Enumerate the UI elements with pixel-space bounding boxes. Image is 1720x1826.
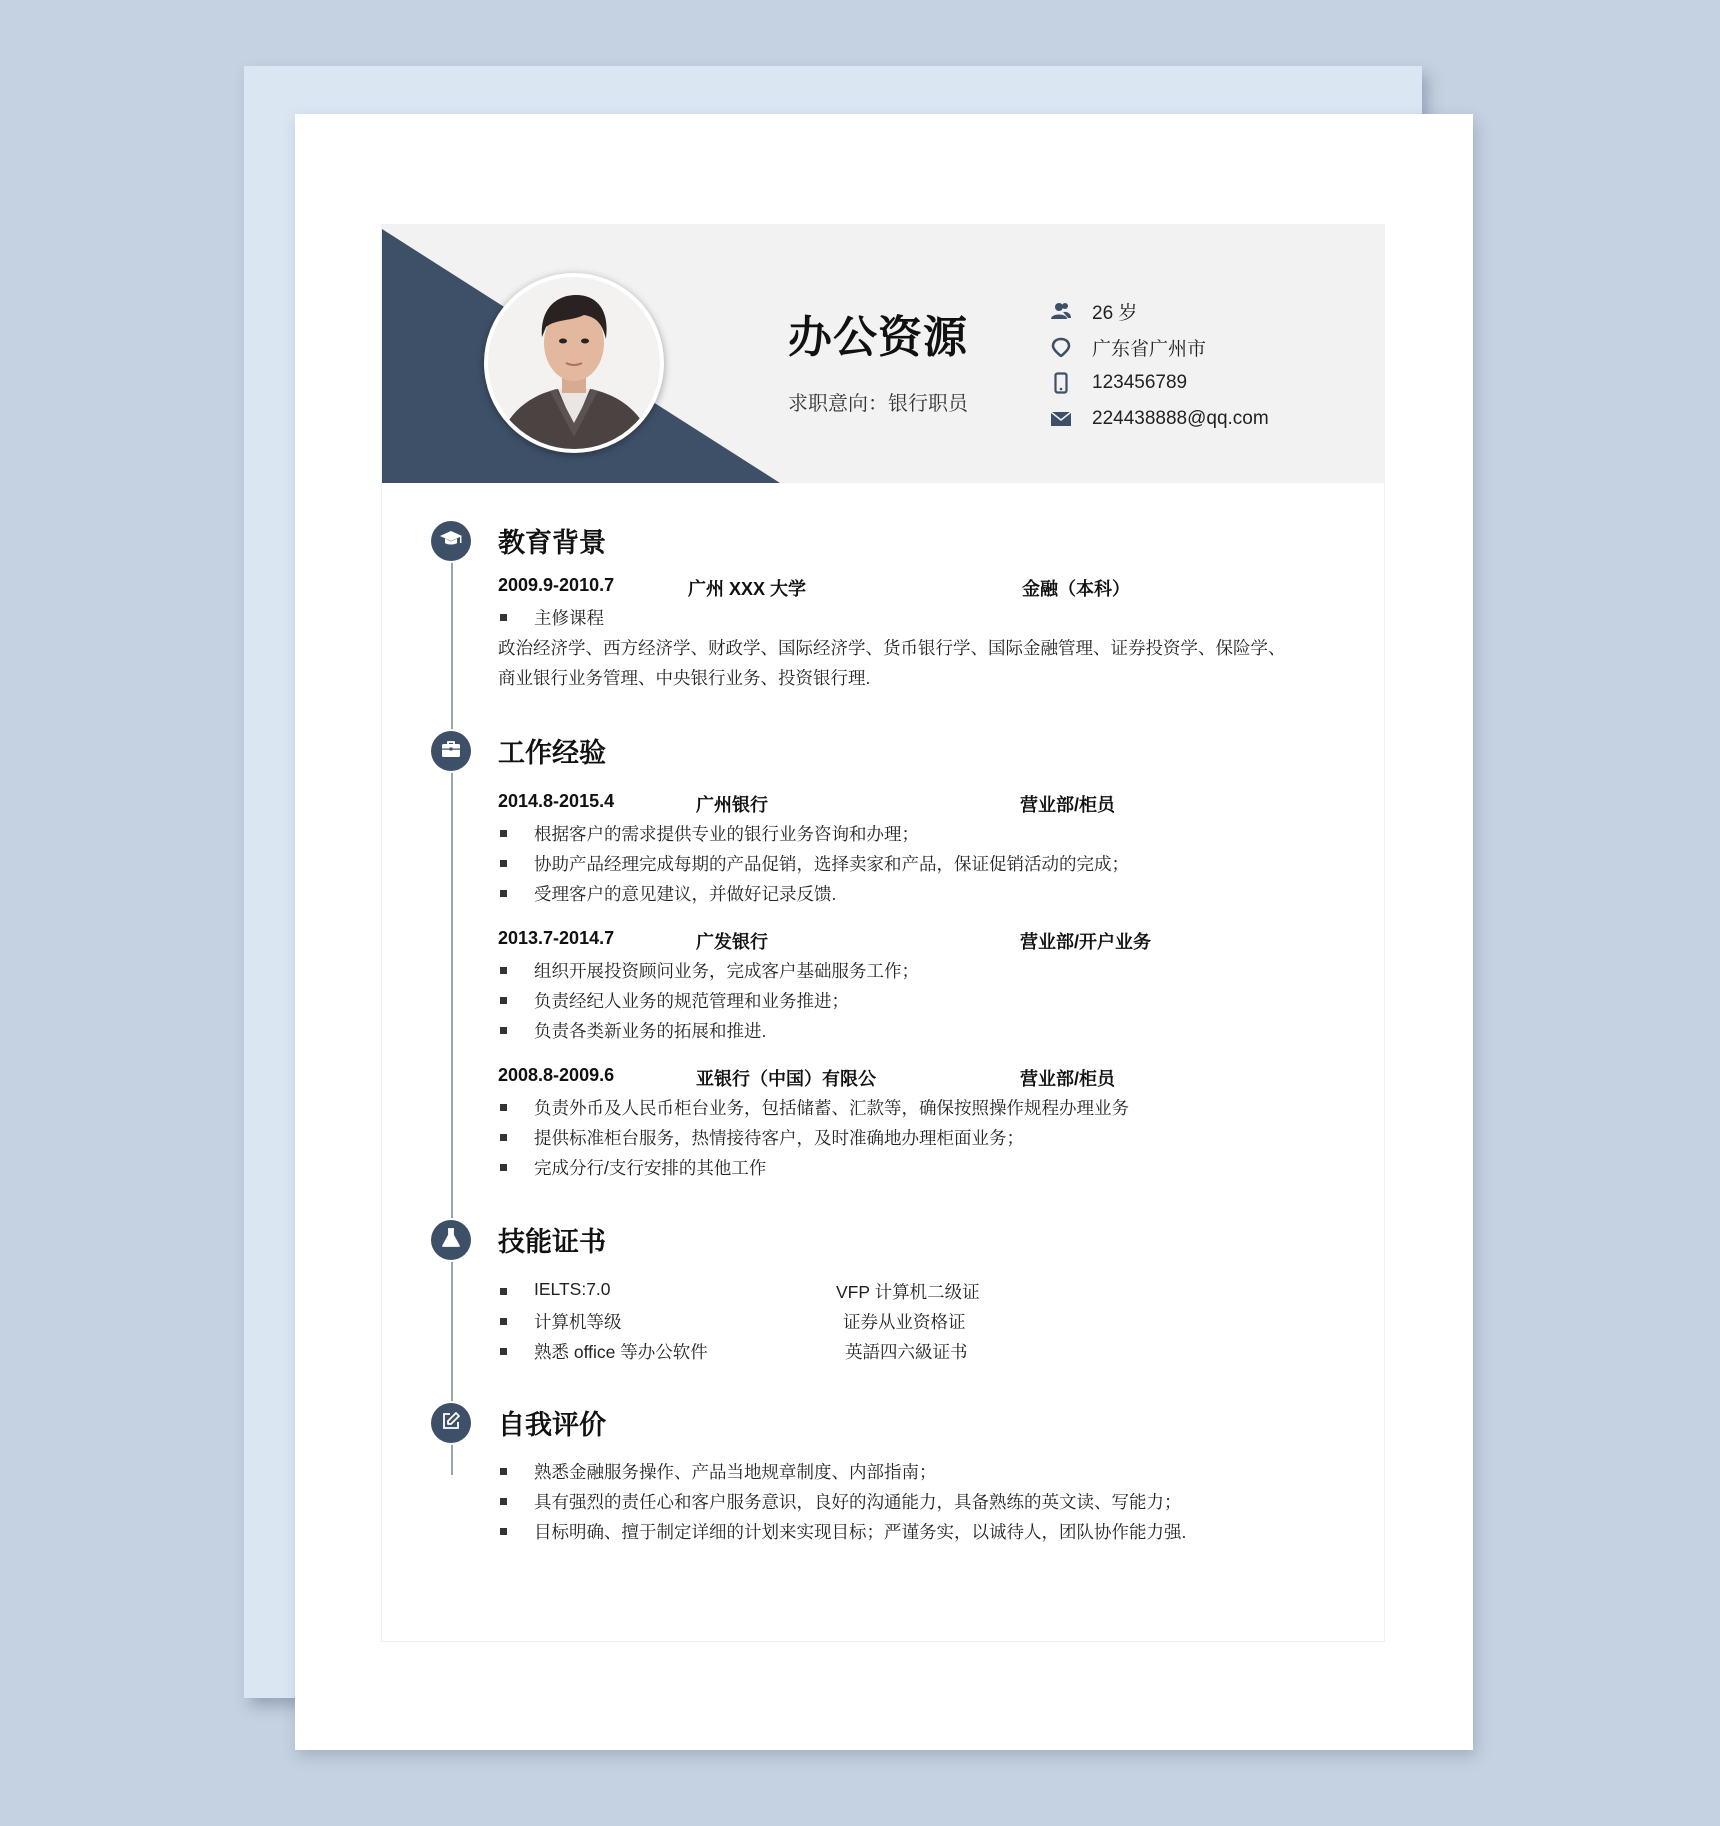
resume-page xyxy=(295,114,1473,1750)
email-text: 224438888@qq.com xyxy=(1092,408,1269,429)
skills-title: 技能证书 xyxy=(498,1227,606,1257)
job-2-period: 2013.7-2014.7 xyxy=(498,928,615,948)
self-eval-section-icon xyxy=(431,1403,471,1443)
map-pin-icon xyxy=(1050,336,1072,358)
job-2-role: 营业部/开户业务 xyxy=(1020,932,1152,952)
job-1-company: 广州银行 xyxy=(696,795,768,815)
edit-icon xyxy=(441,1411,461,1436)
flask-icon xyxy=(442,1228,460,1253)
person-group-icon xyxy=(1050,300,1072,322)
skills-section-icon xyxy=(431,1220,471,1260)
job-1-role: 营业部/柜员 xyxy=(1020,795,1116,815)
envelope-icon xyxy=(1050,408,1072,430)
job-2-head xyxy=(498,928,1378,954)
job-1-period: 2014.8-2015.4 xyxy=(498,791,615,811)
timeline-line xyxy=(451,547,453,1475)
age-text: 26 岁 xyxy=(1092,302,1138,324)
education-entry-head xyxy=(498,575,1378,601)
job-3-period: 2008.8-2009.6 xyxy=(498,1065,615,1085)
location-text: 广东省广州市 xyxy=(1092,338,1207,360)
briefcase-icon xyxy=(441,740,461,763)
avatar xyxy=(484,273,664,453)
contact-age xyxy=(1050,293,1269,329)
work-title: 工作经验 xyxy=(498,738,606,768)
job-2-company: 广发银行 xyxy=(696,932,768,952)
candidate-name: 办公资源 xyxy=(788,313,968,362)
phone-icon xyxy=(1050,372,1072,394)
skill-right-1: VFP 计算机二级证 xyxy=(836,1282,980,1302)
self-eval-title: 自我评价 xyxy=(498,1410,606,1440)
contact-phone xyxy=(1050,365,1269,401)
graduation-cap-icon xyxy=(439,530,463,553)
contact-location xyxy=(1050,329,1269,365)
job-3-role: 营业部/柜员 xyxy=(1020,1069,1116,1089)
job-intent: 求职意向：银行职员 xyxy=(788,393,968,415)
contact-info xyxy=(1050,293,1269,437)
skill-right-3: 英語四六級证书 xyxy=(845,1342,968,1362)
education-title: 教育背景 xyxy=(498,528,606,558)
education-section-icon xyxy=(431,521,471,561)
work-section-icon xyxy=(431,731,471,771)
courses-line-2: 商业银行业务管理、中央银行业务、投资银行理. xyxy=(498,668,871,688)
education-period: 2009.9-2010.7 xyxy=(498,575,615,595)
resume-header xyxy=(382,225,1384,483)
job-1-head xyxy=(498,791,1378,817)
job-3-company: 亚银行（中国）有限公 xyxy=(696,1069,876,1089)
phone-text: 123456789 xyxy=(1092,372,1188,393)
education-school: 广州 XXX 大学 xyxy=(688,579,807,599)
skill-right-2: 证券从业资格证 xyxy=(843,1312,966,1332)
contact-email xyxy=(1050,401,1269,437)
courses-line-1: 政治经济学、西方经济学、财政学、国际经济学、货币银行学、国际金融管理、证券投资学、保险学、 xyxy=(498,638,1286,658)
job-3-head xyxy=(498,1065,1378,1091)
resume-content: 办公资源 求职意向：银行职员 26 岁 广东省广州市 123456789 224438888@qq.com 教育背景 2009.9-2010.7 广州 XXX 大学 金融（本科） 主修课程 政治经济学、西方经济学、财政学、国际经济学、货币银行学、国际金融管理、证券投资学、保险学、 商业银行业务管理、中央银行业务、投资银行理. 工作经验 2014.8-2015.4 广州银行 营业部/柜员 根据客户的需求提供专业的银行业务咨询和办理； 协助产品经理完成每期的产品促销，选择卖家和产品，保证促销活动的完成； 受理客户的意见建议，并做好记录反馈. 2013.7-2014.7 广发银行 营业部/开户业务 组织开展投资顾问业务，完成客户基础服务工作； 负责经纪人业务的规范管理和业务推进； 负责各类新业务的拓展和推进. 2008.8-2009.6 亚银行（中国）有限公 营业部/柜员 负责外币及人民币柜台业务，包括储蓄、汇款等，确保按照操作规程办理业务 提供标准柜台服务，热情接待客户，及时准确地办理柜面业务； 完成分行/支行安排的其他工作 技能证书 IELTS:7.0 计算机等级 熟悉 office 等办公软件 VFP 计算机二级证 证券从业资格证 英語四六級证书 自我评价 熟悉金融服务操作、产品当地规章制度、内部指南； 具有强烈的责任心和客户服务意识，良好的沟通能力，具备熟练的英文读、写能力； 目标明确、擅于制定详细的计划来实现目标；严谨务实，以诚待人，团队协作能力强. xyxy=(381,224,1385,1642)
education-major: 金融（本科） xyxy=(1022,579,1130,599)
